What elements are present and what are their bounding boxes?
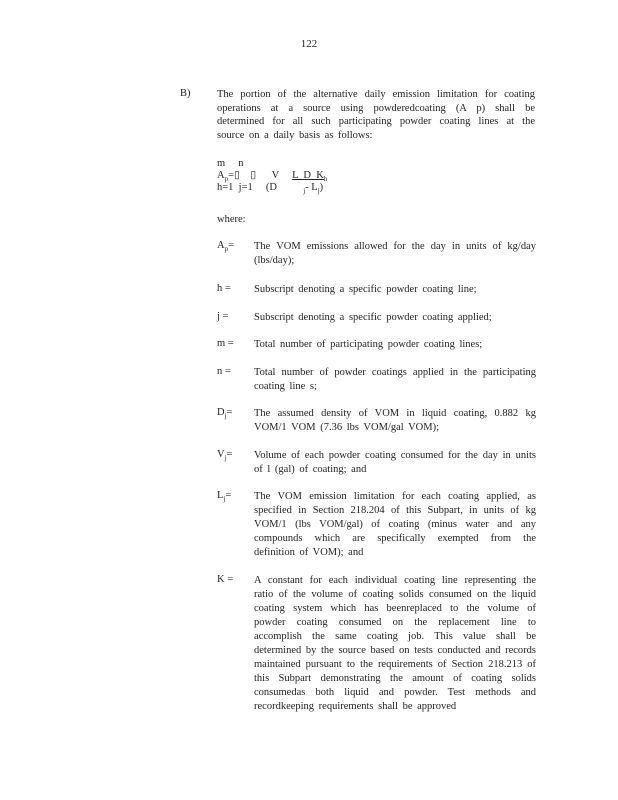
definition-term: K = xyxy=(217,574,234,585)
definition-term: m = xyxy=(217,338,234,349)
formula-ap: A xyxy=(217,170,225,181)
definition-text: Subscript denoting a specific powder coating applied; xyxy=(254,312,492,323)
formula-denominator-mid: - L xyxy=(305,182,318,193)
formula-row-3 xyxy=(217,182,417,194)
formula-denominator-sub-1: j xyxy=(303,187,306,196)
formula-row-2 xyxy=(217,170,417,182)
formula-numerator-sub: h xyxy=(323,175,328,184)
where-label: where: xyxy=(217,214,246,225)
definition-term: $L_j=$ xyxy=(217,490,232,504)
formula-numerator: L D K xyxy=(292,170,324,181)
formula-sum-v: =▯ ▯ V xyxy=(228,170,293,181)
formula-denominator-start: h=1 j=1 (D xyxy=(217,182,304,193)
formula-denominator-end: ) xyxy=(319,182,324,193)
section-label: B) xyxy=(180,88,191,99)
formula xyxy=(217,158,417,194)
definition-text: A constant for each individual coating line representing the ratio of the volume of coating solids consumed on the liquid coating system which has beenreplaced to the volume of powder coating consumed on the replacement line to accomplish the same coating job. This value shall be determined by the source based on tests conducted and records maintained pursuant to the requirements of Section 218.213 of this Subpart demonstrating the amount of coating solids consumedas both liquid and powder. Test methods and recordkeeping requirements shall be approved xyxy=(254,575,536,712)
formula-ap-sub: p xyxy=(224,175,229,184)
formula-denominator-sub-2: j xyxy=(317,187,320,196)
definition-text: Total number of powder coatings applied in the participating coating line s; xyxy=(254,367,536,392)
definition-text: The VOM emissions allowed for the day in units of kg/day (lbs/day); xyxy=(254,241,536,266)
definition-text: Total number of participating powder coating lines; xyxy=(254,339,483,350)
definition-term: j = xyxy=(217,311,229,322)
definition-term: $A_p=$ xyxy=(217,240,235,254)
section-paragraph: The portion of the alternative daily emission limitation for coating operations at a source using powderedcoating (A p) shall be determined for all such participating powder coating lines at the source on a daily basis as follows: xyxy=(217,89,535,141)
definition-text: Subscript denoting a specific powder coating line; xyxy=(254,284,477,295)
formula-row-1: m n xyxy=(217,158,244,169)
definition-text: Volume of each powder coating consumed for the day in units of l (gal) of coating; and xyxy=(254,450,536,475)
definition-term: $V_j=$ xyxy=(217,449,233,463)
definition-text: The assumed density of VOM in liquid coating, 0.882 kg VOM/1 VOM (7.36 lbs VOM/gal VOM); xyxy=(254,408,536,433)
definition-term: n = xyxy=(217,366,231,377)
definition-term: h = xyxy=(217,283,231,294)
page-number: 122 xyxy=(300,38,318,50)
definition-term: $D_j=$ xyxy=(217,407,233,421)
definition-text: The VOM emission limitation for each coating applied, as specified in Section 218.204 of this Subpart, in units of kg VOM/1 (lbs VOM/gal) of coating (minus water and any compounds which are specifically exempted from the definition of VOM); and xyxy=(254,491,536,558)
